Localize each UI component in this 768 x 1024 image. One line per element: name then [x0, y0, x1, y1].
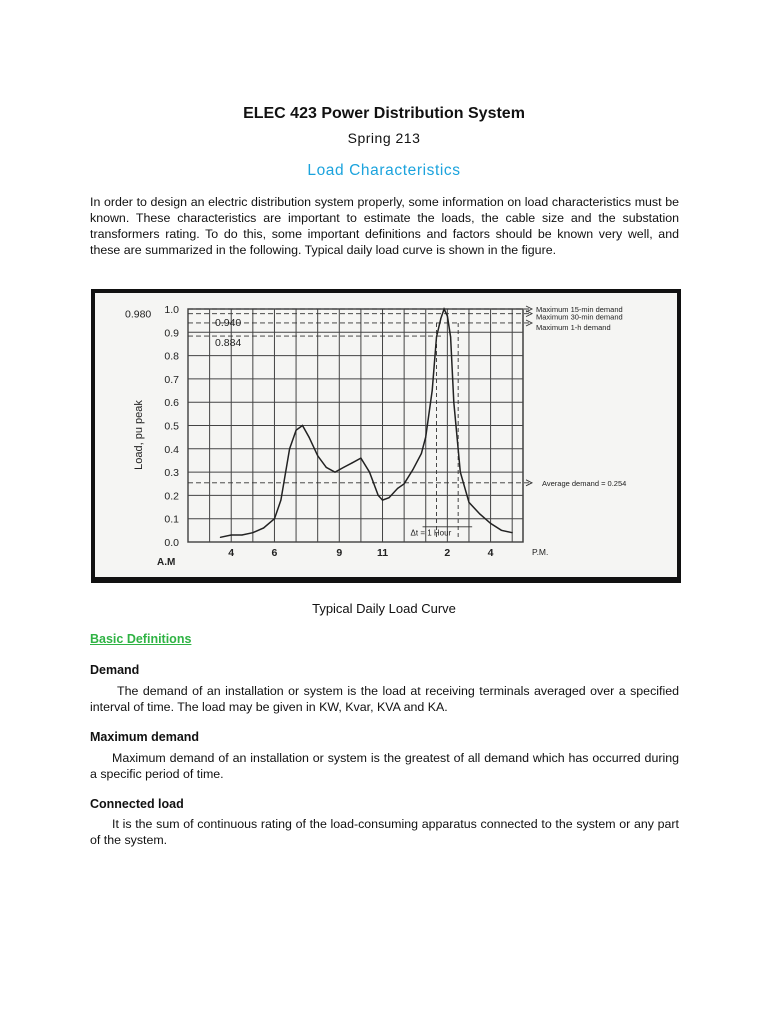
- chart-data-point: [352, 462, 353, 463]
- chart-x-tick-label: 6: [271, 547, 278, 559]
- chart-legend-max-15min: Maximum 15-min demand: [536, 305, 623, 314]
- chart-interval-label: Δt = 1 Hour: [410, 528, 452, 538]
- chart-ref-label-0884: 0.884: [215, 337, 242, 350]
- chart-x-tick-label: 4: [228, 547, 235, 559]
- chart-y-axis-label: Load, pu peak: [133, 400, 145, 470]
- chart-data-point: [302, 425, 303, 426]
- chart-data-point: [512, 532, 513, 533]
- document-title: ELEC 423 Power Distribution System: [243, 105, 525, 122]
- chart-y-tick-labels: [164, 304, 179, 549]
- chart-y-tick-label: 0.5: [164, 420, 179, 433]
- chart-data-point: [360, 458, 361, 459]
- chart-average-demand-label: Average demand = 0.254: [542, 478, 627, 488]
- chart-data-point: [479, 513, 480, 514]
- definition-term-connected-load: Connected load: [90, 797, 184, 811]
- chart-ref-label-0940: 0.940: [215, 316, 242, 329]
- chart-data-point: [460, 472, 461, 473]
- document-subtitle: Spring 213: [347, 130, 421, 146]
- chart-data-point: [308, 437, 309, 438]
- chart-data-point: [450, 336, 451, 337]
- chart-data-point: [421, 453, 422, 454]
- chart-y-tick-label: 0.1: [164, 513, 179, 526]
- chart-data-point: [231, 534, 232, 535]
- intro-paragraph: In order to design an electric distribution system properly, some information on load characteristics must be known. These characteristics are important to estimate the loads, the cable size and the substation transformers rating. To do this, some important definitions and factors should be known very well, and these are summarized in the following. Typical daily load curve is shown in the figure.: [90, 195, 679, 258]
- chart-data-point: [289, 448, 290, 449]
- chart-data-point: [263, 527, 264, 528]
- chart-data-point: [369, 472, 370, 473]
- chart-data-point: [397, 488, 398, 489]
- chart-y-tick-label: 1.0: [164, 304, 179, 316]
- chart-y-tick-label: 0.4: [164, 443, 179, 456]
- chart-data-point: [252, 532, 253, 533]
- chart-data-point: [436, 336, 437, 337]
- chart-data-point: [404, 483, 405, 484]
- basic-definitions-heading: Basic Definitions: [90, 632, 192, 646]
- figure-caption: Typical Daily Load Curve: [312, 601, 456, 616]
- chart-y-tick-label: 0.8: [164, 350, 179, 363]
- chart-x-tick-label: 4: [487, 547, 494, 559]
- chart-data-point: [447, 315, 448, 316]
- chart-data-point: [326, 467, 327, 468]
- chart-am-label: A.M: [157, 557, 176, 568]
- chart-x-tick-labels: [228, 547, 493, 559]
- load-curve-chart: [95, 293, 677, 577]
- chart-x-tick-label: 2: [444, 547, 451, 559]
- chart-x-tick-label: 11: [376, 547, 389, 559]
- chart-data-point: [388, 497, 389, 498]
- definition-text-connected-load: It is the sum of continuous rating of the load-consuming apparatus connected to the system or any part of the system.: [90, 817, 679, 848]
- chart-y-tick-label: 0.6: [164, 397, 179, 410]
- chart-series-line: [220, 309, 512, 537]
- definition-text-maximum-demand: Maximum demand of an installation or system is the greatest of all demand which has occurred during a specific period of time.: [90, 751, 679, 782]
- chart-data-point: [468, 502, 469, 503]
- chart-data-point: [425, 437, 426, 438]
- chart-data-point: [501, 530, 502, 531]
- section-title: Load Characteristics: [307, 162, 461, 179]
- chart-data-point: [412, 469, 413, 470]
- chart-legend-max-1h: Maximum 1-h demand: [536, 322, 611, 332]
- chart-data-point: [295, 430, 296, 431]
- chart-data-point: [490, 523, 491, 524]
- chart-data-point: [378, 495, 379, 496]
- chart-data-point: [440, 318, 441, 319]
- chart-data-point: [274, 518, 275, 519]
- chart-y-tick-label: 0.3: [164, 467, 179, 480]
- definition-term-demand: Demand: [90, 663, 140, 677]
- chart-data-point: [382, 499, 383, 500]
- chart-legend-max-30min: Maximum 30-min demand: [536, 312, 623, 322]
- chart-y-tick-label: 0.0: [164, 537, 179, 549]
- chart-data-point: [343, 467, 344, 468]
- chart-data-point: [317, 455, 318, 456]
- chart-y-tick-label: 0.7: [164, 373, 179, 386]
- chart-y-tick-label: 0.2: [164, 490, 179, 503]
- chart-ref-label-0980: 0.980: [125, 308, 152, 321]
- chart-data-point: [220, 537, 221, 538]
- chart-data-point: [453, 402, 454, 403]
- chart-data-point: [241, 534, 242, 535]
- chart-pm-label: P.M.: [532, 547, 549, 557]
- chart-data-point: [432, 390, 433, 391]
- definition-text-demand: The demand of an installation or system is the load at receiving terminals averaged over a specified interval of time. The load may be given in KW, Kvar, KVA and KA.: [90, 684, 679, 715]
- chart-data-point: [280, 499, 281, 500]
- definition-term-maximum-demand: Maximum demand: [90, 730, 200, 744]
- chart-data-point: [444, 308, 445, 309]
- chart-y-tick-label: 0.9: [164, 327, 179, 340]
- chart-data-point: [334, 472, 335, 473]
- load-curve-figure: [91, 289, 681, 583]
- chart-x-tick-label: 9: [336, 547, 343, 559]
- load-curve-plot-area: [95, 293, 677, 577]
